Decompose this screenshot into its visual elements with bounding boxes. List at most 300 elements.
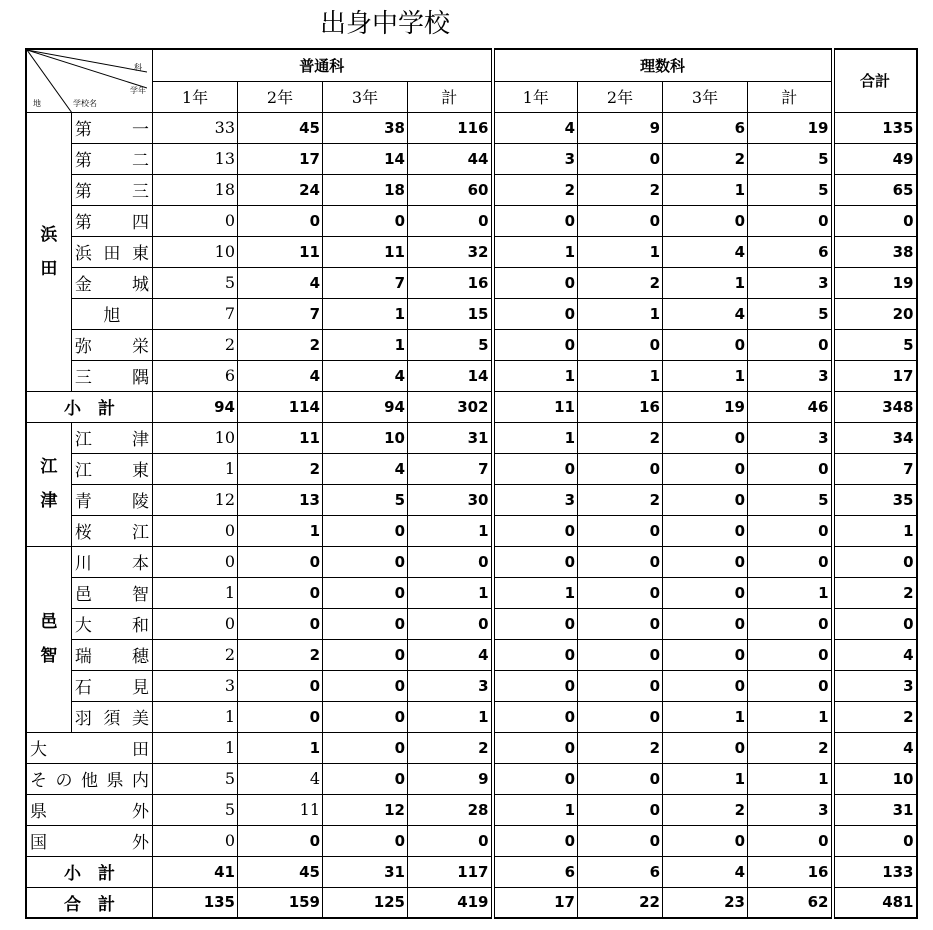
cell-value: 4 bbox=[493, 112, 578, 143]
cell-value: 1 bbox=[578, 360, 663, 391]
cell-value: 17 bbox=[833, 360, 917, 391]
cell-value: 94 bbox=[153, 391, 238, 422]
cell-value: 6 bbox=[663, 112, 748, 143]
school-name: 石 見 bbox=[71, 670, 152, 701]
cell-value: 3 bbox=[748, 267, 833, 298]
cell-value: 49 bbox=[833, 143, 917, 174]
cell-value: 20 bbox=[833, 298, 917, 329]
cell-value: 35 bbox=[833, 484, 917, 515]
cell-value: 5 bbox=[748, 484, 833, 515]
cell-value: 62 bbox=[748, 887, 833, 918]
cell-value: 2 bbox=[833, 701, 917, 732]
cell-value: 1 bbox=[493, 236, 578, 267]
cell-value: 41 bbox=[153, 856, 238, 887]
cell-value: 7 bbox=[238, 298, 323, 329]
cell-value: 4 bbox=[833, 639, 917, 670]
table-row bbox=[26, 887, 917, 918]
cell-value: 0 bbox=[578, 546, 663, 577]
cell-value: 1 bbox=[238, 732, 323, 763]
table-row bbox=[26, 577, 917, 608]
cell-value: 30 bbox=[408, 484, 493, 515]
cell-value: 6 bbox=[578, 856, 663, 887]
cell-value: 2 bbox=[238, 329, 323, 360]
cell-value: 1 bbox=[408, 515, 493, 546]
cell-value: 0 bbox=[748, 546, 833, 577]
cell-value: 0 bbox=[493, 608, 578, 639]
cell-value: 2 bbox=[833, 577, 917, 608]
cell-value: 4 bbox=[663, 298, 748, 329]
cell-value: 0 bbox=[238, 670, 323, 701]
cell-value: 14 bbox=[323, 143, 408, 174]
school-name: 第 三 bbox=[71, 174, 152, 205]
region-label-hamada: 浜 田 bbox=[26, 112, 71, 391]
cell-value: 0 bbox=[493, 329, 578, 360]
cell-value: 2 bbox=[153, 639, 238, 670]
cell-value: 31 bbox=[408, 422, 493, 453]
cell-value: 7 bbox=[153, 298, 238, 329]
school-name: 川 本 bbox=[71, 546, 152, 577]
cell-value: 13 bbox=[153, 143, 238, 174]
cell-value: 4 bbox=[238, 267, 323, 298]
cell-value: 302 bbox=[408, 391, 493, 422]
cell-value: 117 bbox=[408, 856, 493, 887]
cell-value: 0 bbox=[238, 825, 323, 856]
school-name: 三 隅 bbox=[71, 360, 152, 391]
cell-value: 17 bbox=[493, 887, 578, 918]
cell-value: 4 bbox=[833, 732, 917, 763]
cell-value: 2 bbox=[663, 794, 748, 825]
cell-value: 0 bbox=[833, 825, 917, 856]
cell-value: 1 bbox=[748, 701, 833, 732]
header-year: 3年 bbox=[663, 81, 748, 112]
cell-value: 2 bbox=[153, 329, 238, 360]
cell-value: 0 bbox=[663, 329, 748, 360]
cell-value: 15 bbox=[408, 298, 493, 329]
cell-value: 1 bbox=[153, 732, 238, 763]
cell-value: 0 bbox=[323, 701, 408, 732]
cell-value: 1 bbox=[408, 701, 493, 732]
cell-value: 24 bbox=[238, 174, 323, 205]
enrollment-table bbox=[25, 48, 918, 919]
cell-value: 5 bbox=[153, 794, 238, 825]
header-diagonal-cell bbox=[26, 49, 153, 112]
cell-value: 23 bbox=[663, 887, 748, 918]
cell-value: 0 bbox=[153, 825, 238, 856]
cell-value: 0 bbox=[153, 608, 238, 639]
cell-value: 0 bbox=[408, 825, 493, 856]
cell-value: 0 bbox=[493, 732, 578, 763]
cell-value: 135 bbox=[153, 887, 238, 918]
cell-value: 5 bbox=[323, 484, 408, 515]
cell-value: 1 bbox=[153, 577, 238, 608]
cell-value: 0 bbox=[323, 205, 408, 236]
cell-value: 2 bbox=[578, 267, 663, 298]
cell-value: 125 bbox=[323, 887, 408, 918]
cell-value: 2 bbox=[493, 174, 578, 205]
cell-value: 2 bbox=[578, 484, 663, 515]
table-row bbox=[26, 453, 917, 484]
cell-value: 5 bbox=[153, 763, 238, 794]
cell-value: 7 bbox=[408, 453, 493, 484]
school-name: 邑 智 bbox=[71, 577, 152, 608]
cell-value: 0 bbox=[323, 546, 408, 577]
header-year: 3年 bbox=[323, 81, 408, 112]
cell-value: 2 bbox=[748, 732, 833, 763]
cell-value: 4 bbox=[323, 360, 408, 391]
cell-value: 10 bbox=[153, 422, 238, 453]
cell-value: 5 bbox=[153, 267, 238, 298]
cell-value: 18 bbox=[153, 174, 238, 205]
cell-value: 419 bbox=[408, 887, 493, 918]
cell-value: 0 bbox=[663, 515, 748, 546]
cell-value: 1 bbox=[493, 422, 578, 453]
cell-value: 38 bbox=[323, 112, 408, 143]
header-risu: 理数科 bbox=[493, 49, 833, 81]
cell-value: 1 bbox=[153, 701, 238, 732]
cell-value: 19 bbox=[833, 267, 917, 298]
cell-value: 9 bbox=[408, 763, 493, 794]
cell-value: 2 bbox=[408, 732, 493, 763]
school-name: 青 陵 bbox=[71, 484, 152, 515]
table-row bbox=[26, 422, 917, 453]
cell-value: 0 bbox=[153, 515, 238, 546]
cell-value: 0 bbox=[493, 267, 578, 298]
table-row bbox=[26, 112, 917, 143]
cell-value: 1 bbox=[663, 360, 748, 391]
cell-value: 0 bbox=[663, 608, 748, 639]
cell-value: 0 bbox=[493, 205, 578, 236]
cell-value: 3 bbox=[408, 670, 493, 701]
school-name: 県 外 bbox=[26, 794, 153, 825]
cell-value: 44 bbox=[408, 143, 493, 174]
cell-value: 0 bbox=[323, 825, 408, 856]
cell-value: 10 bbox=[833, 763, 917, 794]
cell-value: 45 bbox=[238, 112, 323, 143]
cell-value: 0 bbox=[408, 546, 493, 577]
cell-value: 4 bbox=[238, 360, 323, 391]
cell-value: 46 bbox=[748, 391, 833, 422]
cell-value: 4 bbox=[663, 856, 748, 887]
cell-value: 1 bbox=[833, 515, 917, 546]
cell-value: 1 bbox=[663, 763, 748, 794]
cell-value: 11 bbox=[323, 236, 408, 267]
page-title: 出身中学校 bbox=[319, 9, 450, 39]
cell-value: 0 bbox=[748, 670, 833, 701]
school-name: 第 二 bbox=[71, 143, 152, 174]
cell-value: 45 bbox=[238, 856, 323, 887]
cell-value: 11 bbox=[238, 236, 323, 267]
label-chi: 地 bbox=[33, 99, 41, 108]
school-name: 羽須美 bbox=[71, 701, 152, 732]
school-name: 瑞 穂 bbox=[71, 639, 152, 670]
table-row bbox=[26, 298, 917, 329]
table-row bbox=[26, 670, 917, 701]
school-name: 江 津 bbox=[71, 422, 152, 453]
cell-value: 0 bbox=[493, 670, 578, 701]
table-row bbox=[26, 608, 917, 639]
cell-value: 0 bbox=[578, 639, 663, 670]
cell-value: 2 bbox=[578, 174, 663, 205]
table-row bbox=[26, 794, 917, 825]
cell-value: 0 bbox=[238, 608, 323, 639]
school-name: 大 田 bbox=[26, 732, 153, 763]
header-gokei: 合計 bbox=[833, 49, 917, 112]
cell-value: 11 bbox=[238, 422, 323, 453]
cell-value: 0 bbox=[578, 794, 663, 825]
cell-value: 65 bbox=[833, 174, 917, 205]
cell-value: 0 bbox=[578, 329, 663, 360]
cell-value: 1 bbox=[663, 267, 748, 298]
cell-value: 0 bbox=[408, 205, 493, 236]
cell-value: 16 bbox=[408, 267, 493, 298]
table-row bbox=[26, 205, 917, 236]
cell-value: 1 bbox=[323, 329, 408, 360]
table-row bbox=[26, 391, 917, 422]
cell-value: 1 bbox=[748, 763, 833, 794]
cell-value: 0 bbox=[663, 577, 748, 608]
label-gakunen: 学年 bbox=[130, 86, 146, 95]
cell-value: 0 bbox=[663, 670, 748, 701]
table-row bbox=[26, 732, 917, 763]
cell-value: 0 bbox=[748, 329, 833, 360]
cell-value: 4 bbox=[323, 453, 408, 484]
cell-value: 114 bbox=[238, 391, 323, 422]
school-name: 江 東 bbox=[71, 453, 152, 484]
cell-value: 3 bbox=[493, 484, 578, 515]
cell-value: 5 bbox=[748, 174, 833, 205]
cell-value: 2 bbox=[238, 453, 323, 484]
cell-value: 18 bbox=[323, 174, 408, 205]
cell-value: 0 bbox=[323, 732, 408, 763]
table-row bbox=[26, 267, 917, 298]
cell-value: 5 bbox=[408, 329, 493, 360]
school-name: 桜 江 bbox=[71, 515, 152, 546]
cell-value: 6 bbox=[153, 360, 238, 391]
header-year: 1年 bbox=[493, 81, 578, 112]
school-name: 旭 bbox=[71, 298, 152, 329]
cell-value: 0 bbox=[663, 825, 748, 856]
cell-value: 10 bbox=[153, 236, 238, 267]
cell-value: 0 bbox=[153, 205, 238, 236]
cell-value: 0 bbox=[323, 763, 408, 794]
cell-value: 0 bbox=[493, 453, 578, 484]
header-year: 2年 bbox=[238, 81, 323, 112]
cell-value: 1 bbox=[323, 298, 408, 329]
cell-value: 6 bbox=[493, 856, 578, 887]
cell-value: 28 bbox=[408, 794, 493, 825]
cell-value: 94 bbox=[323, 391, 408, 422]
cell-value: 2 bbox=[238, 639, 323, 670]
table-row bbox=[26, 546, 917, 577]
cell-value: 0 bbox=[578, 763, 663, 794]
header-year: 1年 bbox=[153, 81, 238, 112]
cell-value: 1 bbox=[493, 794, 578, 825]
cell-value: 0 bbox=[493, 546, 578, 577]
cell-value: 6 bbox=[748, 236, 833, 267]
cell-value: 1 bbox=[408, 577, 493, 608]
region-label-ochi: 邑 智 bbox=[26, 546, 71, 732]
cell-value: 0 bbox=[748, 639, 833, 670]
header-year: 計 bbox=[408, 81, 493, 112]
cell-value: 1 bbox=[493, 360, 578, 391]
cell-value: 0 bbox=[493, 298, 578, 329]
cell-value: 0 bbox=[833, 608, 917, 639]
school-name: 大 和 bbox=[71, 608, 152, 639]
table-row bbox=[26, 763, 917, 794]
cell-value: 16 bbox=[748, 856, 833, 887]
cell-value: 133 bbox=[833, 856, 917, 887]
school-name: 第 四 bbox=[71, 205, 152, 236]
table-row bbox=[26, 329, 917, 360]
cell-value: 0 bbox=[748, 515, 833, 546]
cell-value: 17 bbox=[238, 143, 323, 174]
cell-value: 7 bbox=[833, 453, 917, 484]
cell-value: 0 bbox=[663, 453, 748, 484]
table-row bbox=[26, 639, 917, 670]
table-row bbox=[26, 484, 917, 515]
cell-value: 0 bbox=[833, 205, 917, 236]
table-row bbox=[26, 360, 917, 391]
cell-value: 0 bbox=[663, 205, 748, 236]
cell-value: 4 bbox=[408, 639, 493, 670]
cell-value: 34 bbox=[833, 422, 917, 453]
cell-value: 3 bbox=[748, 794, 833, 825]
cell-value: 0 bbox=[238, 546, 323, 577]
cell-value: 0 bbox=[578, 205, 663, 236]
cell-value: 0 bbox=[153, 546, 238, 577]
cell-value: 5 bbox=[748, 143, 833, 174]
cell-value: 3 bbox=[833, 670, 917, 701]
school-name: 第 一 bbox=[71, 112, 152, 143]
table-row bbox=[26, 515, 917, 546]
cell-value: 0 bbox=[493, 763, 578, 794]
cell-value: 0 bbox=[323, 577, 408, 608]
cell-value: 2 bbox=[578, 422, 663, 453]
cell-value: 3 bbox=[748, 360, 833, 391]
cell-value: 0 bbox=[748, 453, 833, 484]
cell-value: 0 bbox=[323, 670, 408, 701]
cell-value: 19 bbox=[663, 391, 748, 422]
cell-value: 1 bbox=[578, 298, 663, 329]
school-name: 金 城 bbox=[71, 267, 152, 298]
cell-value: 10 bbox=[323, 422, 408, 453]
cell-value: 7 bbox=[323, 267, 408, 298]
cell-value: 0 bbox=[748, 608, 833, 639]
cell-value: 135 bbox=[833, 112, 917, 143]
cell-value: 22 bbox=[578, 887, 663, 918]
cell-value: 1 bbox=[493, 577, 578, 608]
header-year: 2年 bbox=[578, 81, 663, 112]
cell-value: 0 bbox=[663, 639, 748, 670]
table-row bbox=[26, 174, 917, 205]
cell-value: 0 bbox=[238, 205, 323, 236]
table-row bbox=[26, 143, 917, 174]
cell-value: 159 bbox=[238, 887, 323, 918]
label-ka: 科 bbox=[134, 63, 142, 72]
cell-value: 4 bbox=[238, 763, 323, 794]
cell-value: 33 bbox=[153, 112, 238, 143]
cell-value: 0 bbox=[493, 825, 578, 856]
cell-value: 12 bbox=[323, 794, 408, 825]
cell-value: 0 bbox=[578, 515, 663, 546]
cell-value: 11 bbox=[238, 794, 323, 825]
table-row bbox=[26, 856, 917, 887]
cell-value: 0 bbox=[323, 515, 408, 546]
cell-value: 31 bbox=[323, 856, 408, 887]
cell-value: 1 bbox=[238, 515, 323, 546]
cell-value: 0 bbox=[663, 546, 748, 577]
cell-value: 0 bbox=[238, 577, 323, 608]
region-label-gotsu: 江 津 bbox=[26, 422, 71, 546]
cell-value: 60 bbox=[408, 174, 493, 205]
cell-value: 31 bbox=[833, 794, 917, 825]
cell-value: 0 bbox=[663, 732, 748, 763]
cell-value: 1 bbox=[578, 236, 663, 267]
table-row bbox=[26, 236, 917, 267]
cell-value: 116 bbox=[408, 112, 493, 143]
cell-value: 0 bbox=[578, 143, 663, 174]
cell-value: 0 bbox=[578, 577, 663, 608]
cell-value: 16 bbox=[578, 391, 663, 422]
cell-value: 0 bbox=[578, 701, 663, 732]
table-row bbox=[26, 701, 917, 732]
cell-value: 3 bbox=[493, 143, 578, 174]
label-gakkomei: 学校名 bbox=[73, 99, 97, 108]
cell-value: 2 bbox=[578, 732, 663, 763]
cell-value: 1 bbox=[663, 701, 748, 732]
cell-value: 13 bbox=[238, 484, 323, 515]
cell-value: 0 bbox=[833, 546, 917, 577]
table-row bbox=[26, 825, 917, 856]
cell-value: 0 bbox=[493, 701, 578, 732]
cell-value: 5 bbox=[748, 298, 833, 329]
cell-value: 5 bbox=[833, 329, 917, 360]
cell-value: 0 bbox=[323, 639, 408, 670]
cell-value: 0 bbox=[578, 608, 663, 639]
cell-value: 0 bbox=[663, 484, 748, 515]
cell-value: 0 bbox=[748, 825, 833, 856]
cell-value: 0 bbox=[238, 701, 323, 732]
cell-value: 4 bbox=[663, 236, 748, 267]
cell-value: 0 bbox=[323, 608, 408, 639]
cell-value: 3 bbox=[153, 670, 238, 701]
school-name: その他県内 bbox=[26, 763, 153, 794]
cell-value: 12 bbox=[153, 484, 238, 515]
cell-value: 9 bbox=[578, 112, 663, 143]
header-futsu: 普通科 bbox=[153, 49, 493, 81]
cell-value: 0 bbox=[663, 422, 748, 453]
cell-value: 0 bbox=[578, 825, 663, 856]
subtotal-label: 小 計 bbox=[26, 391, 153, 422]
cell-value: 2 bbox=[663, 143, 748, 174]
cell-value: 19 bbox=[748, 112, 833, 143]
cell-value: 0 bbox=[493, 639, 578, 670]
cell-value: 1 bbox=[748, 577, 833, 608]
school-name: 国 外 bbox=[26, 825, 153, 856]
cell-value: 0 bbox=[493, 515, 578, 546]
cell-value: 0 bbox=[578, 453, 663, 484]
cell-value: 0 bbox=[578, 670, 663, 701]
cell-value: 481 bbox=[833, 887, 917, 918]
school-name: 浜田東 bbox=[71, 236, 152, 267]
cell-value: 38 bbox=[833, 236, 917, 267]
cell-value: 14 bbox=[408, 360, 493, 391]
subtotal-label: 小 計 bbox=[26, 856, 153, 887]
header-year: 計 bbox=[748, 81, 833, 112]
cell-value: 0 bbox=[408, 608, 493, 639]
total-label: 合 計 bbox=[26, 887, 153, 918]
cell-value: 11 bbox=[493, 391, 578, 422]
